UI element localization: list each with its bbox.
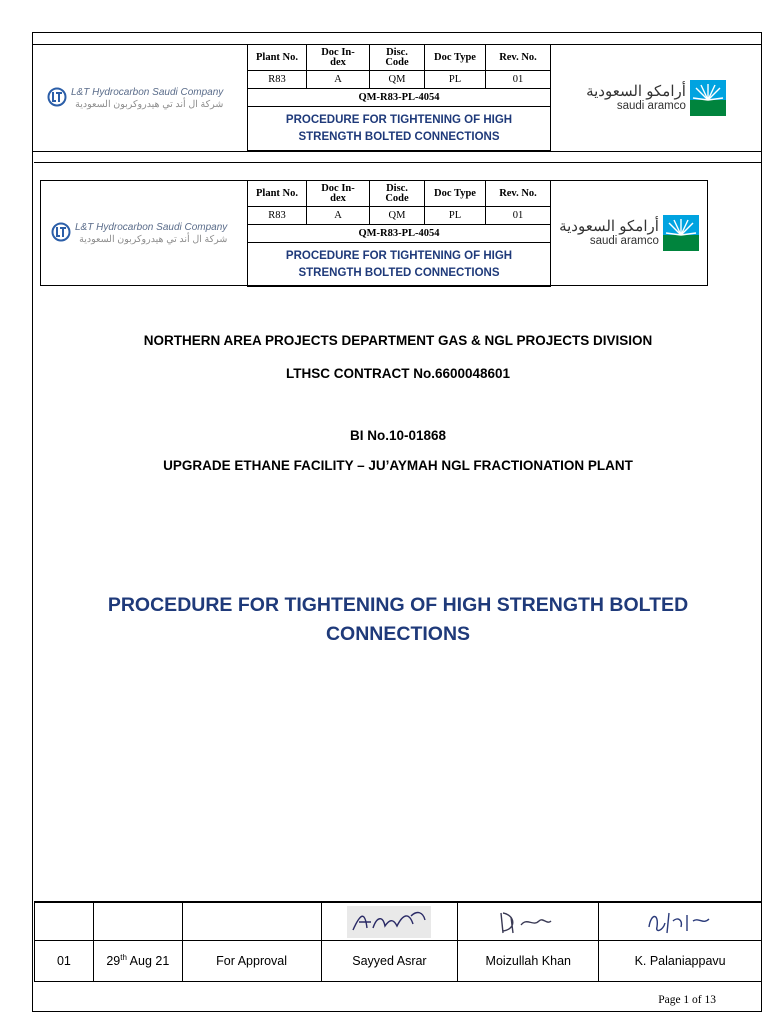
signature-khan-icon [493, 907, 563, 937]
lt-company-name: L&T Hydrocarbon Saudi Company [71, 86, 224, 98]
col-rev-no: Rev. No. [486, 181, 551, 207]
bi-number: BI No.10-01868 [349, 428, 447, 443]
signature-asrar-icon [347, 906, 431, 938]
department-heading: NORTHERN AREA PROJECTS DEPARTMENT GAS & NGL PROJECTS DIVISION [143, 333, 653, 348]
doc-meta-table [247, 44, 551, 151]
signature-prepared [321, 903, 458, 941]
val-doc-index: A [307, 207, 370, 225]
approved-by: K. Palaniappavu [599, 941, 762, 982]
header-title: PROCEDURE FOR TIGHTENING OF HIGH STRENGTH BOLTED CONNECTIONS [248, 107, 551, 151]
aramco-english: saudi aramco [589, 235, 659, 247]
lt-company-arabic: شركة ال أند تي هيدروكربون السعودية [75, 98, 224, 110]
document-header-outer [32, 44, 762, 152]
val-disc-code: QM [370, 71, 425, 89]
aramco-logo [551, 45, 761, 151]
aramco-english: saudi aramco [616, 100, 686, 112]
val-plant-no: R83 [248, 71, 307, 89]
doc-number: QM-R83-PL-4054 [248, 225, 551, 243]
lt-emblem-icon [51, 222, 71, 242]
val-disc-code: QM [370, 207, 425, 225]
revision-table [34, 902, 762, 982]
col-plant-no: Plant No. [248, 45, 307, 71]
val-rev-no: 01 [486, 207, 551, 225]
signature-approved [599, 903, 762, 941]
col-disc-code: Disc. Code [370, 45, 425, 71]
document-header-inner [40, 180, 708, 286]
project-name: UPGRADE ETHANE FACILITY – JU’AYMAH NGL FRACTIONATION PLANT [163, 458, 633, 473]
header-title: PROCEDURE FOR TIGHTENING OF HIGH STRENGTH BOLTED CONNECTIONS [248, 243, 551, 287]
col-doc-type: Doc Type [425, 45, 486, 71]
document-title: PROCEDURE FOR TIGHTENING OF HIGH STRENGTH BOLTED CONNECTIONS [107, 594, 689, 645]
lt-company-arabic: شركة ال أند تي هيدروكربون السعودية [79, 233, 228, 245]
rev-date: 29th Aug 21 [93, 941, 182, 982]
val-rev-no: 01 [486, 71, 551, 89]
rev-purpose: For Approval [182, 941, 321, 982]
col-disc-code: Disc. Code [370, 181, 425, 207]
lt-logo [51, 181, 247, 285]
signature-palaniappavu-icon [643, 907, 717, 937]
lt-emblem-icon [47, 87, 67, 107]
col-rev-no: Rev. No. [486, 45, 551, 71]
rev-number: 01 [35, 941, 94, 982]
col-plant-no: Plant No. [248, 181, 307, 207]
val-plant-no: R83 [248, 207, 307, 225]
val-doc-type: PL [425, 71, 486, 89]
aramco-star-icon [663, 215, 699, 251]
aramco-star-icon [690, 80, 726, 116]
signature-reviewed [458, 903, 599, 941]
page-number: Page 1 of 13 [658, 994, 716, 1006]
val-doc-type: PL [425, 207, 486, 225]
col-doc-index: Doc In- dex [307, 45, 370, 71]
reviewed-by: Moizullah Khan [458, 941, 599, 982]
aramco-arabic: أرامكو السعودية [586, 83, 686, 100]
lt-logo [47, 45, 247, 151]
prepared-by: Sayyed Asrar [321, 941, 458, 982]
aramco-logo [551, 181, 707, 285]
doc-meta-table [247, 180, 551, 287]
lt-company-name: L&T Hydrocarbon Saudi Company [75, 221, 228, 233]
val-doc-index: A [307, 71, 370, 89]
col-doc-type: Doc Type [425, 181, 486, 207]
contract-number: LTHSC CONTRACT No.6600048601 [285, 366, 511, 381]
aramco-arabic: أرامكو السعودية [559, 218, 659, 235]
col-doc-index: Doc In- dex [307, 181, 370, 207]
doc-number: QM-R83-PL-4054 [248, 89, 551, 107]
